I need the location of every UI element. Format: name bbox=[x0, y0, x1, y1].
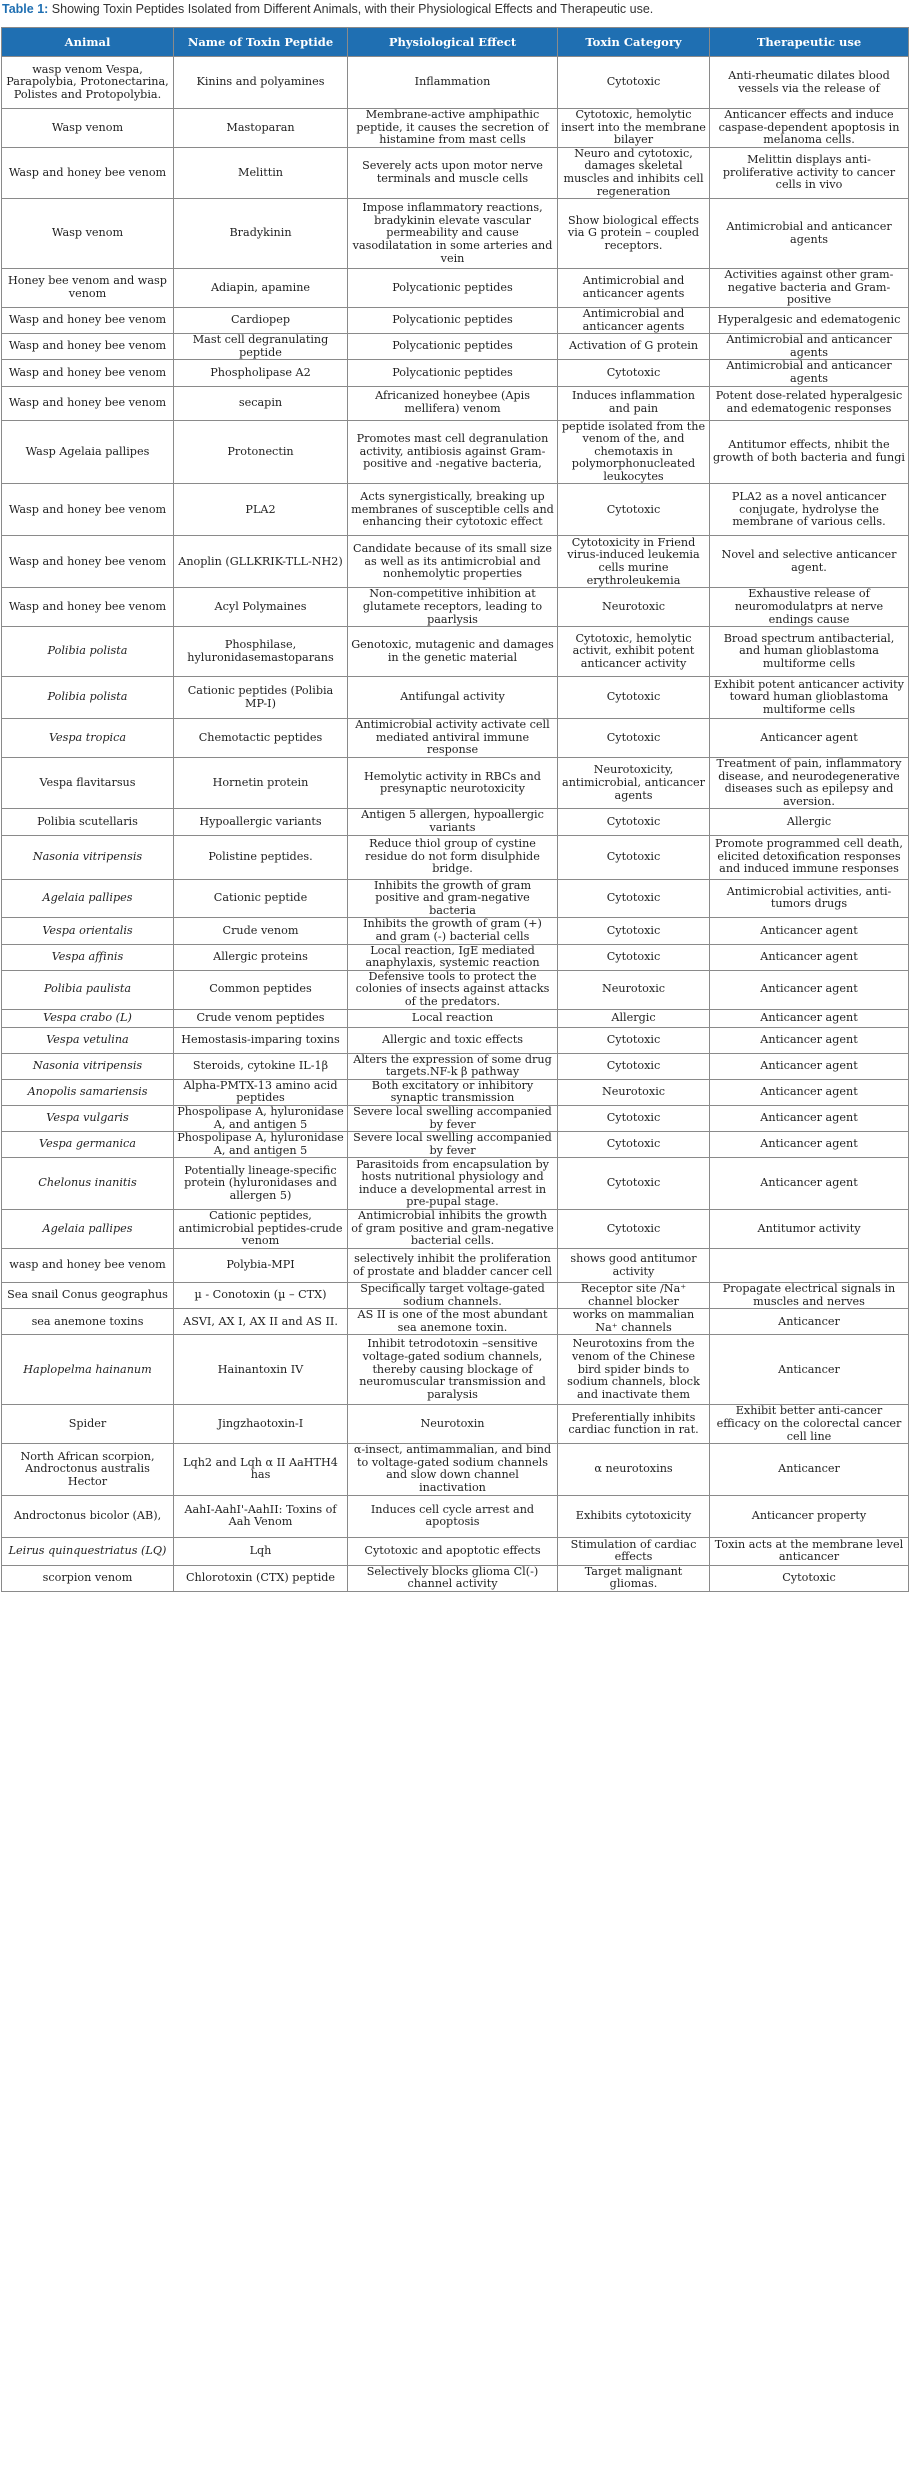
cell-physiological-effect: Parasitoids from encapsulation by hosts nutritional physiology and induce a developmental arrest in pre-pupal stage. bbox=[348, 1158, 558, 1210]
cell-therapeutic-use: Anticancer agent bbox=[710, 918, 909, 944]
cell-toxin-name: Mast cell degranulating peptide bbox=[174, 334, 348, 360]
cell-toxin-name: Mastoparan bbox=[174, 109, 348, 148]
cell-toxin-category: Cytotoxic bbox=[558, 1053, 710, 1079]
cell-animal: Nasonia vitripensis bbox=[2, 835, 174, 879]
cell-toxin-name: Adiapin, apamine bbox=[174, 269, 348, 308]
cell-toxin-name: Alpha-PMTX-13 amino acid peptides bbox=[174, 1079, 348, 1105]
cell-toxin-category: Cytotoxic bbox=[558, 1158, 710, 1210]
cell-toxin-category: Allergic bbox=[558, 1009, 710, 1027]
cell-therapeutic-use: Antitumor effects, nhibit the growth of both bacteria and fungi bbox=[710, 420, 909, 484]
cell-animal: Wasp and honey bee venom bbox=[2, 360, 174, 386]
cell-toxin-name: Polybia-MPI bbox=[174, 1249, 348, 1283]
cell-toxin-name: Kinins and polyamines bbox=[174, 57, 348, 109]
cell-toxin-name: Chlorotoxin (CTX) peptide bbox=[174, 1565, 348, 1591]
cell-physiological-effect: α-insect, antimammalian, and bind to voltage-gated sodium channels and slow down channel inactivation bbox=[348, 1444, 558, 1495]
cell-physiological-effect: Severely acts upon motor nerve terminals and muscle cells bbox=[348, 147, 558, 198]
cell-toxin-name: Potentially lineage-specific protein (hyluronidases and allergen 5) bbox=[174, 1158, 348, 1210]
cell-animal: Polibia scutellaris bbox=[2, 809, 174, 835]
cell-therapeutic-use: Cytotoxic bbox=[710, 1565, 909, 1591]
table-row bbox=[2, 1158, 909, 1210]
cell-toxin-category: Cytotoxic bbox=[558, 484, 710, 536]
cell-toxin-name: Hypoallergic variants bbox=[174, 809, 348, 835]
cell-toxin-category: Induces inflammation and pain bbox=[558, 386, 710, 420]
cell-toxin-name: Chemotactic peptides bbox=[174, 719, 348, 758]
table-row bbox=[2, 536, 909, 588]
header-therapeutic-use: Therapeutic use bbox=[710, 28, 909, 57]
cell-therapeutic-use: Anticancer agent bbox=[710, 1027, 909, 1053]
cell-toxin-category: Neurotoxic bbox=[558, 588, 710, 627]
cell-animal: Vespa tropica bbox=[2, 719, 174, 758]
cell-toxin-category: shows good antitumor activity bbox=[558, 1249, 710, 1283]
cell-toxin-category: Cytotoxic bbox=[558, 1210, 710, 1249]
cell-toxin-name: Common peptides bbox=[174, 970, 348, 1009]
table-row bbox=[2, 627, 909, 677]
cell-toxin-name: Steroids, cytokine IL-1β bbox=[174, 1053, 348, 1079]
cell-toxin-category: Neurotoxicity, antimicrobial, anticancer agents bbox=[558, 758, 710, 809]
table-row bbox=[2, 307, 909, 333]
table-row bbox=[2, 677, 909, 719]
cell-animal: Wasp and honey bee venom bbox=[2, 334, 174, 360]
cell-therapeutic-use: Anticancer agent bbox=[710, 1105, 909, 1131]
cell-physiological-effect: Africanized honeybee (Apis mellifera) venom bbox=[348, 386, 558, 420]
cell-therapeutic-use: Anticancer effects and induce caspase-dependent apoptosis in melanoma cells. bbox=[710, 109, 909, 148]
cell-toxin-category: Cytotoxicity in Friend virus-induced leukemia cells murine erythroleukemia bbox=[558, 536, 710, 588]
table-row bbox=[2, 809, 909, 835]
cell-toxin-category: peptide isolated from the venom of the, and chemotaxis in polymorphonucleated leukocytes bbox=[558, 420, 710, 484]
cell-physiological-effect: Severe local swelling accompanied by fever bbox=[348, 1105, 558, 1131]
table-row bbox=[2, 334, 909, 360]
table-row bbox=[2, 879, 909, 918]
cell-physiological-effect: Severe local swelling accompanied by fever bbox=[348, 1132, 558, 1158]
cell-physiological-effect: Inhibits the growth of gram (+) and gram (-) bacterial cells bbox=[348, 918, 558, 944]
cell-therapeutic-use: Anticancer agent bbox=[710, 1079, 909, 1105]
cell-therapeutic-use: Antimicrobial and anticancer agents bbox=[710, 360, 909, 386]
cell-physiological-effect: Polycationic peptides bbox=[348, 269, 558, 308]
table-row bbox=[2, 1105, 909, 1131]
cell-toxin-name: Phospholipase A2 bbox=[174, 360, 348, 386]
cell-toxin-name: Hainantoxin IV bbox=[174, 1335, 348, 1405]
cell-physiological-effect: Induces cell cycle arrest and apoptosis bbox=[348, 1495, 558, 1537]
cell-therapeutic-use: Anticancer agent bbox=[710, 1158, 909, 1210]
cell-animal: Chelonus inanitis bbox=[2, 1158, 174, 1210]
table-row bbox=[2, 57, 909, 109]
cell-animal: Wasp venom bbox=[2, 109, 174, 148]
cell-toxin-category: Cytotoxic bbox=[558, 719, 710, 758]
cell-physiological-effect: Acts synergistically, breaking up membranes of susceptible cells and enhancing their cytotoxic effect bbox=[348, 484, 558, 536]
cell-therapeutic-use: Allergic bbox=[710, 809, 909, 835]
cell-therapeutic-use: Melittin displays anti-proliferative activity to cancer cells in vivo bbox=[710, 147, 909, 198]
cell-therapeutic-use: Hyperalgesic and edematogenic bbox=[710, 307, 909, 333]
cell-animal: Androctonus bicolor (AB), bbox=[2, 1495, 174, 1537]
cell-physiological-effect: Selectively blocks glioma Cl(-) channel activity bbox=[348, 1565, 558, 1591]
cell-toxin-name: ASVI, AX I, AX II and AS II. bbox=[174, 1309, 348, 1335]
cell-animal: Vespa affinis bbox=[2, 944, 174, 970]
cell-toxin-name: Acyl Polymaines bbox=[174, 588, 348, 627]
table-row bbox=[2, 1565, 909, 1591]
table-row bbox=[2, 420, 909, 484]
cell-animal: Wasp and honey bee venom bbox=[2, 536, 174, 588]
header-toxin-name: Name of Toxin Peptide bbox=[174, 28, 348, 57]
cell-animal: North African scorpion, Androctonus australis Hector bbox=[2, 1444, 174, 1495]
cell-physiological-effect: Polycationic peptides bbox=[348, 360, 558, 386]
cell-physiological-effect: Hemolytic activity in RBCs and presynaptic neurotoxicity bbox=[348, 758, 558, 809]
cell-therapeutic-use: Anticancer agent bbox=[710, 719, 909, 758]
table-row bbox=[2, 944, 909, 970]
cell-therapeutic-use: Anticancer bbox=[710, 1309, 909, 1335]
cell-physiological-effect: Cytotoxic and apoptotic effects bbox=[348, 1537, 558, 1565]
table-row bbox=[2, 1132, 909, 1158]
cell-animal: Spider bbox=[2, 1405, 174, 1444]
cell-toxin-name: Phosphilase, hyluronidasemastoparans bbox=[174, 627, 348, 677]
cell-animal: sea anemone toxins bbox=[2, 1309, 174, 1335]
table-row bbox=[2, 1537, 909, 1565]
cell-therapeutic-use: Broad spectrum antibacterial, and human glioblastoma multiforme cells bbox=[710, 627, 909, 677]
cell-toxin-category: Antimicrobial and anticancer agents bbox=[558, 307, 710, 333]
cell-animal: Polibia polista bbox=[2, 677, 174, 719]
cell-toxin-category: Cytotoxic bbox=[558, 360, 710, 386]
cell-toxin-category: Cytotoxic bbox=[558, 918, 710, 944]
cell-toxin-name: Anoplin (GLLKRIK-TLL-NH2) bbox=[174, 536, 348, 588]
cell-therapeutic-use: Anticancer agent bbox=[710, 970, 909, 1009]
cell-toxin-category: Antimicrobial and anticancer agents bbox=[558, 269, 710, 308]
cell-physiological-effect: Alters the expression of some drug targets.NF-k β pathway bbox=[348, 1053, 558, 1079]
cell-physiological-effect: Reduce thiol group of cystine residue do not form disulphide bridge. bbox=[348, 835, 558, 879]
cell-therapeutic-use: Toxin acts at the membrane level anticancer bbox=[710, 1537, 909, 1565]
cell-toxin-category: Cytotoxic bbox=[558, 944, 710, 970]
cell-toxin-category: Show biological effects via G protein – coupled receptors. bbox=[558, 199, 710, 269]
cell-animal: Wasp and honey bee venom bbox=[2, 588, 174, 627]
table-row bbox=[2, 360, 909, 386]
cell-animal: Sea snail Conus geographus bbox=[2, 1283, 174, 1309]
cell-animal: Polibia polista bbox=[2, 627, 174, 677]
table-row bbox=[2, 147, 909, 198]
cell-physiological-effect: selectively inhibit the proliferation of prostate and bladder cancer cell bbox=[348, 1249, 558, 1283]
cell-toxin-name: Lqh bbox=[174, 1537, 348, 1565]
cell-physiological-effect: Local reaction, IgE mediated anaphylaxis, systemic reaction bbox=[348, 944, 558, 970]
cell-toxin-name: Hornetin protein bbox=[174, 758, 348, 809]
table-caption bbox=[0, 0, 909, 27]
cell-therapeutic-use: Activities against other gram-negative bacteria and Gram-positive bbox=[710, 269, 909, 308]
cell-animal: Agelaia pallipes bbox=[2, 879, 174, 918]
cell-animal: Vespa orientalis bbox=[2, 918, 174, 944]
cell-physiological-effect: Antimicrobial activity activate cell mediated antiviral immune response bbox=[348, 719, 558, 758]
cell-physiological-effect: Antigen 5 allergen, hypoallergic variants bbox=[348, 809, 558, 835]
cell-toxin-category: Preferentially inhibits cardiac function in rat. bbox=[558, 1405, 710, 1444]
table-row bbox=[2, 588, 909, 627]
table-row bbox=[2, 484, 909, 536]
cell-toxin-name: Cationic peptides (Polibia MP-I) bbox=[174, 677, 348, 719]
cell-animal: Vespa crabo (L) bbox=[2, 1009, 174, 1027]
table-row bbox=[2, 269, 909, 308]
cell-toxin-category: Cytotoxic bbox=[558, 677, 710, 719]
cell-physiological-effect: Polycationic peptides bbox=[348, 334, 558, 360]
cell-physiological-effect: Promotes mast cell degranulation activity, antibiosis against Gram-positive and -negative bacteria, bbox=[348, 420, 558, 484]
cell-animal: Wasp and honey bee venom bbox=[2, 307, 174, 333]
table-row bbox=[2, 1405, 909, 1444]
table-row bbox=[2, 1444, 909, 1495]
cell-toxin-category: Neurotoxins from the venom of the Chinese bird spider binds to sodium channels, block and inactivate them bbox=[558, 1335, 710, 1405]
cell-animal: Polibia paulista bbox=[2, 970, 174, 1009]
cell-toxin-name: Jingzhaotoxin-I bbox=[174, 1405, 348, 1444]
cell-toxin-category: Receptor site /Na⁺ channel blocker bbox=[558, 1283, 710, 1309]
header-animal: Animal bbox=[2, 28, 174, 57]
cell-toxin-name: Melittin bbox=[174, 147, 348, 198]
table-row bbox=[2, 1249, 909, 1283]
cell-toxin-name: µ - Conotoxin (µ – CTX) bbox=[174, 1283, 348, 1309]
cell-therapeutic-use: Exhibit potent anticancer activity toward human glioblastoma multiforme cells bbox=[710, 677, 909, 719]
table-row bbox=[2, 1053, 909, 1079]
cell-physiological-effect: Local reaction bbox=[348, 1009, 558, 1027]
cell-therapeutic-use: Potent dose-related hyperalgesic and edematogenic responses bbox=[710, 386, 909, 420]
cell-toxin-category: Neurotoxic bbox=[558, 1079, 710, 1105]
cell-therapeutic-use: Anticancer property bbox=[710, 1495, 909, 1537]
cell-toxin-name: Cationic peptides, antimicrobial peptides-crude venom bbox=[174, 1210, 348, 1249]
cell-physiological-effect: Impose inflammatory reactions, bradykinin elevate vascular permeability and cause vasodilatation in some arteries and vein bbox=[348, 199, 558, 269]
caption-label: Table 1: bbox=[2, 2, 49, 16]
table-row bbox=[2, 918, 909, 944]
cell-toxin-name: AahI-AahI'-AahII: Toxins of Aah Venom bbox=[174, 1495, 348, 1537]
header-physiological-effect: Physiological Effect bbox=[348, 28, 558, 57]
cell-toxin-category: works on mammalian Na⁺ channels bbox=[558, 1309, 710, 1335]
table-row bbox=[2, 970, 909, 1009]
cell-animal: Wasp and honey bee venom bbox=[2, 147, 174, 198]
cell-animal: Wasp venom bbox=[2, 199, 174, 269]
cell-toxin-category: Cytotoxic bbox=[558, 1105, 710, 1131]
cell-toxin-name: Crude venom peptides bbox=[174, 1009, 348, 1027]
cell-animal: Vespa vulgaris bbox=[2, 1105, 174, 1131]
cell-toxin-name: Cardiopep bbox=[174, 307, 348, 333]
caption-text: Showing Toxin Peptides Isolated from Different Animals, with their Physiological Effects and Therapeutic use. bbox=[51, 2, 654, 16]
header-row bbox=[2, 28, 909, 57]
table-row bbox=[2, 1009, 909, 1027]
cell-therapeutic-use: Anticancer agent bbox=[710, 944, 909, 970]
cell-toxin-category: Cytotoxic, hemolytic insert into the membrane bilayer bbox=[558, 109, 710, 148]
cell-therapeutic-use: Anticancer agent bbox=[710, 1132, 909, 1158]
cell-toxin-name: Phospolipase A, hyluronidase A, and antigen 5 bbox=[174, 1105, 348, 1131]
cell-therapeutic-use: Antimicrobial and anticancer agents bbox=[710, 334, 909, 360]
cell-physiological-effect: Neurotoxin bbox=[348, 1405, 558, 1444]
cell-therapeutic-use: Propagate electrical signals in muscles and nerves bbox=[710, 1283, 909, 1309]
cell-toxin-category: α neurotoxins bbox=[558, 1444, 710, 1495]
cell-animal: Haplopelma hainanum bbox=[2, 1335, 174, 1405]
cell-therapeutic-use: Anticancer bbox=[710, 1444, 909, 1495]
cell-toxin-name: Lqh2 and Lqh α II AaHTH4 has bbox=[174, 1444, 348, 1495]
cell-toxin-category: Neurotoxic bbox=[558, 970, 710, 1009]
cell-physiological-effect: Antimicrobial inhibits the growth of gram positive and gram-negative bacterial cells. bbox=[348, 1210, 558, 1249]
cell-toxin-category: Cytotoxic bbox=[558, 879, 710, 918]
cell-toxin-category: Stimulation of cardiac effects bbox=[558, 1537, 710, 1565]
cell-animal: Vespa flavitarsus bbox=[2, 758, 174, 809]
table-row bbox=[2, 1027, 909, 1053]
cell-animal: Vespa vetulina bbox=[2, 1027, 174, 1053]
header-toxin-category: Toxin Category bbox=[558, 28, 710, 57]
cell-animal: Nasonia vitripensis bbox=[2, 1053, 174, 1079]
cell-therapeutic-use: Antimicrobial and anticancer agents bbox=[710, 199, 909, 269]
cell-toxin-name: Cationic peptide bbox=[174, 879, 348, 918]
cell-toxin-category: Exhibits cytotoxicity bbox=[558, 1495, 710, 1537]
cell-toxin-name: secapin bbox=[174, 386, 348, 420]
table-row bbox=[2, 1495, 909, 1537]
cell-physiological-effect: AS II is one of the most abundant sea anemone toxin. bbox=[348, 1309, 558, 1335]
cell-therapeutic-use bbox=[710, 1249, 909, 1283]
cell-physiological-effect: Inhibits the growth of gram positive and gram-negative bacteria bbox=[348, 879, 558, 918]
cell-toxin-category: Neuro and cytotoxic, damages skeletal muscles and inhibits cell regeneration bbox=[558, 147, 710, 198]
cell-toxin-name: Polistine peptides. bbox=[174, 835, 348, 879]
cell-toxin-category: Activation of G protein bbox=[558, 334, 710, 360]
cell-therapeutic-use: Anticancer bbox=[710, 1335, 909, 1405]
cell-physiological-effect: Allergic and toxic effects bbox=[348, 1027, 558, 1053]
table-row bbox=[2, 758, 909, 809]
cell-physiological-effect: Polycationic peptides bbox=[348, 307, 558, 333]
table-row bbox=[2, 199, 909, 269]
cell-toxin-category: Cytotoxic bbox=[558, 809, 710, 835]
cell-toxin-category: Cytotoxic bbox=[558, 1027, 710, 1053]
cell-physiological-effect: Genotoxic, mutagenic and damages in the genetic material bbox=[348, 627, 558, 677]
cell-toxin-name: Phospolipase A, hyluronidase A, and antigen 5 bbox=[174, 1132, 348, 1158]
table-row bbox=[2, 109, 909, 148]
cell-animal: Wasp and honey bee venom bbox=[2, 484, 174, 536]
cell-physiological-effect: Inhibit tetrodotoxin –sensitive voltage-gated sodium channels, thereby causing blockage of neuromuscular transmission and paralysis bbox=[348, 1335, 558, 1405]
table-row bbox=[2, 1309, 909, 1335]
cell-therapeutic-use: Antitumor activity bbox=[710, 1210, 909, 1249]
cell-therapeutic-use: Novel and selective anticancer agent. bbox=[710, 536, 909, 588]
cell-animal: Vespa germanica bbox=[2, 1132, 174, 1158]
cell-animal: Honey bee venom and wasp venom bbox=[2, 269, 174, 308]
cell-physiological-effect: Specifically target voltage-gated sodium channels. bbox=[348, 1283, 558, 1309]
cell-physiological-effect: Inflammation bbox=[348, 57, 558, 109]
table-row bbox=[2, 719, 909, 758]
cell-animal: Leirus quinquestriatus (LQ) bbox=[2, 1537, 174, 1565]
cell-physiological-effect: Non-competitive inhibition at glutamete receptors, leading to paarlysis bbox=[348, 588, 558, 627]
table-row bbox=[2, 1079, 909, 1105]
cell-physiological-effect: Membrane-active amphipathic peptide, it causes the secretion of histamine from mast cells bbox=[348, 109, 558, 148]
cell-toxin-name: Hemostasis-imparing toxins bbox=[174, 1027, 348, 1053]
table-row bbox=[2, 1283, 909, 1309]
cell-animal: wasp venom Vespa, Parapolybia, Protonectarina, Polistes and Protopolybia. bbox=[2, 57, 174, 109]
cell-animal: Wasp Agelaia pallipes bbox=[2, 420, 174, 484]
cell-toxin-name: Allergic proteins bbox=[174, 944, 348, 970]
cell-toxin-name: Bradykinin bbox=[174, 199, 348, 269]
table-row bbox=[2, 835, 909, 879]
table-row bbox=[2, 1210, 909, 1249]
cell-physiological-effect: Candidate because of its small size as well as its antimicrobial and nonhemolytic properties bbox=[348, 536, 558, 588]
toxin-table bbox=[1, 27, 909, 1592]
cell-toxin-category: Cytotoxic, hemolytic activit, exhibit potent anticancer activity bbox=[558, 627, 710, 677]
cell-physiological-effect: Defensive tools to protect the colonies of insects against attacks of the predators. bbox=[348, 970, 558, 1009]
cell-toxin-name: Protonectin bbox=[174, 420, 348, 484]
cell-toxin-category: Cytotoxic bbox=[558, 835, 710, 879]
cell-toxin-category: Target malignant gliomas. bbox=[558, 1565, 710, 1591]
cell-toxin-category: Cytotoxic bbox=[558, 57, 710, 109]
cell-physiological-effect: Both excitatory or inhibitory synaptic transmission bbox=[348, 1079, 558, 1105]
cell-therapeutic-use: Treatment of pain, inflammatory disease, and neurodegenerative diseases such as epilepsy and aversion. bbox=[710, 758, 909, 809]
cell-animal: Anopolis samariensis bbox=[2, 1079, 174, 1105]
table-row bbox=[2, 1335, 909, 1405]
cell-toxin-category: Cytotoxic bbox=[558, 1132, 710, 1158]
cell-toxin-name: PLA2 bbox=[174, 484, 348, 536]
cell-therapeutic-use: Exhaustive release of neuromodulatprs at nerve endings cause bbox=[710, 588, 909, 627]
table-row bbox=[2, 386, 909, 420]
cell-physiological-effect: Antifungal activity bbox=[348, 677, 558, 719]
cell-animal: wasp and honey bee venom bbox=[2, 1249, 174, 1283]
cell-therapeutic-use: PLA2 as a novel anticancer conjugate, hydrolyse the membrane of various cells. bbox=[710, 484, 909, 536]
cell-animal: scorpion venom bbox=[2, 1565, 174, 1591]
cell-animal: Agelaia pallipes bbox=[2, 1210, 174, 1249]
cell-animal: Wasp and honey bee venom bbox=[2, 386, 174, 420]
table-body bbox=[2, 57, 909, 1592]
cell-therapeutic-use: Anti-rheumatic dilates blood vessels via the release of bbox=[710, 57, 909, 109]
cell-therapeutic-use: Antimicrobial activities, anti-tumors drugs bbox=[710, 879, 909, 918]
cell-therapeutic-use: Promote programmed cell death, elicited detoxification responses and induced immune responses bbox=[710, 835, 909, 879]
cell-therapeutic-use: Anticancer agent bbox=[710, 1009, 909, 1027]
cell-therapeutic-use: Anticancer agent bbox=[710, 1053, 909, 1079]
cell-therapeutic-use: Exhibit better anti-cancer efficacy on the colorectal cancer cell line bbox=[710, 1405, 909, 1444]
cell-toxin-name: Crude venom bbox=[174, 918, 348, 944]
